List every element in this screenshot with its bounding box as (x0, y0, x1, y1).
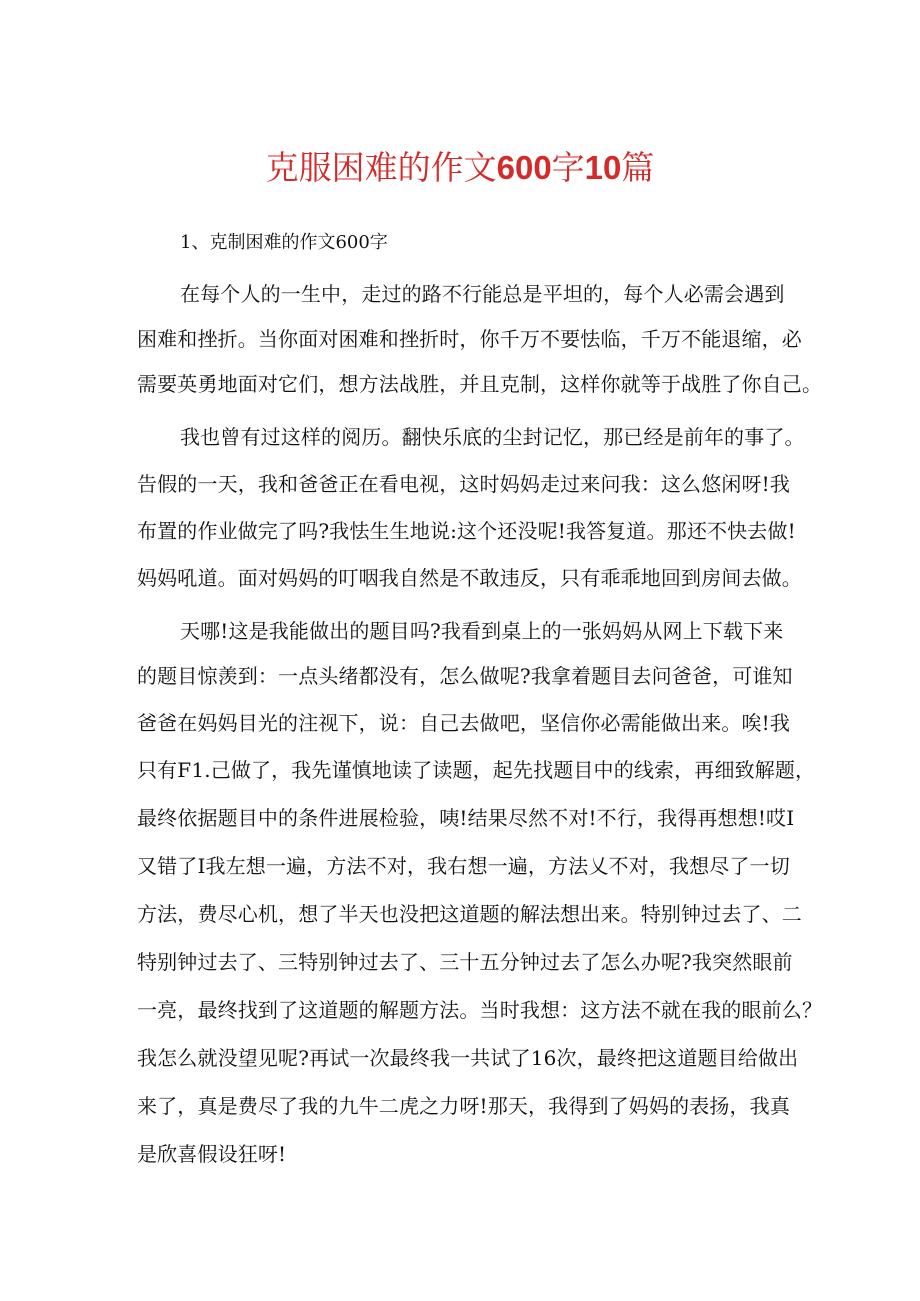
title-number-10: 10 (584, 149, 622, 186)
paragraph-line: 在每个人的一生中，走过的路不行能总是平坦的，每个人必需会遇到 (180, 282, 785, 306)
title-text-suffix: 篇 (621, 148, 655, 187)
paragraph-line: 布置的作业做完了吗?我怯生生地说:这个还没呢!我答复道。那还不快去做! (137, 519, 796, 543)
title-number-600: 600 (496, 149, 552, 186)
paragraph-line: 方法，费尽心机，想了半天也没把这道题的解法想出来。特别钟过去了、二 (137, 902, 802, 926)
paragraph-line: 特别钟过去了、三特别钟过去了、三十五分钟过去了怎么办呢?我突然眼前 (137, 950, 793, 974)
paragraph-line: 是欣喜假设狂呀! (137, 1142, 287, 1166)
title-text-prefix: 克服困难的作文 (265, 148, 497, 187)
paragraph-line: 天哪!这是我能做出的题目吗?我看到桌上的一张妈妈从网上下载下来 (180, 619, 784, 643)
paragraph-line: 又错了I我左想一遍，方法不对，我右想一遍，方法乂不对，我想尽了一切 (137, 854, 790, 878)
paragraph-line: 最终依据题目中的条件进展检验，咦!结果尽然不对!不行，我得再想想!哎I (137, 806, 795, 830)
paragraph-line: 我也曾有过这样的阅历。翻快乐底的尘封记忆，那已经是前年的事了。 (180, 425, 805, 449)
paragraph-line: 我怎么就没望见呢?再试一次最终我一共试了16次，最终把这道题目给做出 (137, 1046, 799, 1070)
document-title (0, 146, 920, 190)
section-heading: 1、克制困难的作文600字 (180, 232, 388, 253)
paragraph-line: 爸爸在妈妈目光的注视下，说：自己去做吧，坚信你必需能做出来。唉!我 (137, 711, 790, 735)
paragraph-line: 一亮，最终找到了这道题的解题方法。当时我想：这方法不就在我的眼前么？ (137, 998, 823, 1022)
paragraph-line: 来了，真是费尽了我的九牛二虎之力呀!那天，我得到了妈妈的表扬，我真 (137, 1094, 790, 1118)
paragraph-line: 困难和挫折。当你面对困难和挫折时，你千万不要怯临，千万不能退缩，必 (137, 327, 802, 351)
paragraph-line: 的题目惊羡到：一点头绪都没有，怎么做呢?我拿着题目去问爸爸，可谁知 (137, 664, 793, 688)
paragraph-line: 告假的一天，我和爸爸正在看电视，这时妈妈走过来问我：这么悠闲呀!我 (137, 472, 790, 496)
title-text-mid: 字 (551, 148, 585, 187)
paragraph-line: 妈妈吼道。面对妈妈的叮咽我自然是不敢违反，只有乖乖地回到房间去做。 (137, 566, 802, 590)
paragraph-line: 需要英勇地面对它们，想方法战胜，并且克制，这样你就等于战胜了你自己。 (137, 372, 823, 396)
paragraph-line: 只有F1.己做了，我先谨慎地读了读题，起先找题目中的线索，再细致解题， (137, 758, 816, 782)
